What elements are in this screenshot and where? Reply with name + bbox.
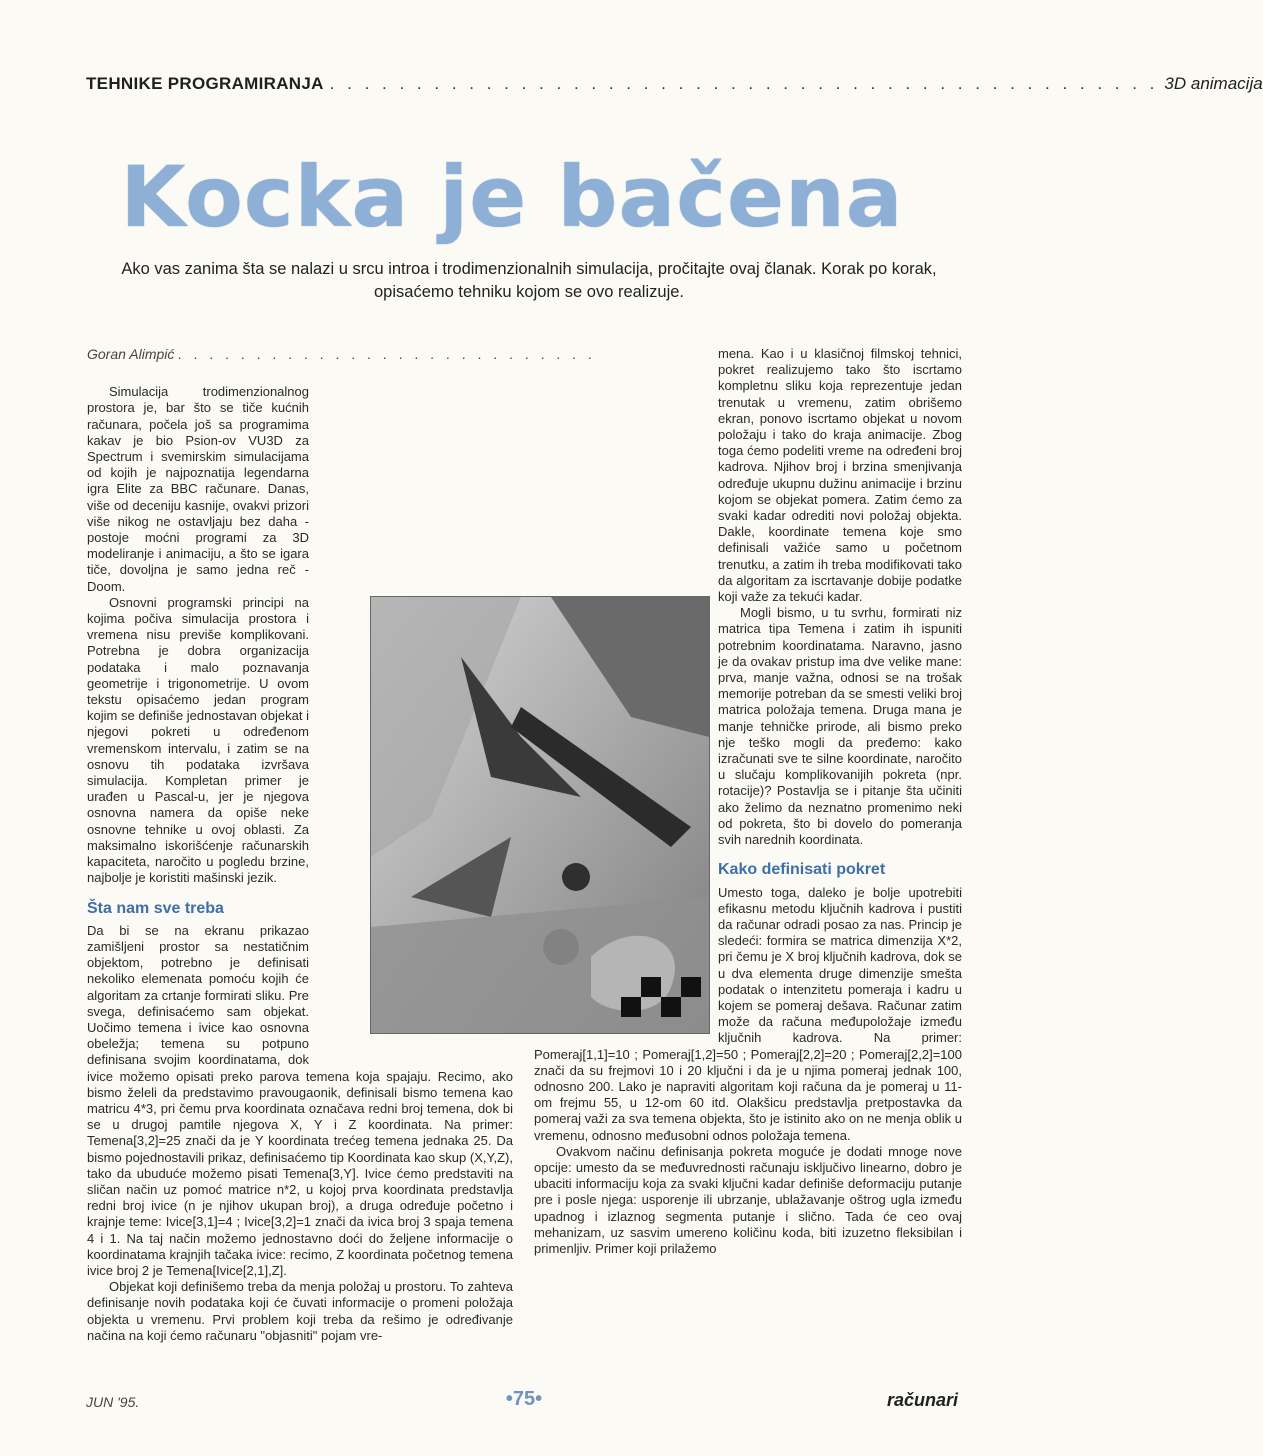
- scene-checker: [681, 977, 701, 997]
- paragraph: Ovakvom načinu definisanja pokreta moguće je dodati mnoge nove opcije: umesto da se međuvrednosti računaju isključivo linearno, dobro je ubaciti informaciju koja za svaki ključni kadar definiše deformaciju putanje pre i posle njega: usporenje ili ubrzanje, ublažavanje oštrog ugla između upadnog i izlaznog segmenta putanje i slično. Tada će ceo ovaj mehanizam, uz sasvim umereno količinu koda, biti izuzetno fleksibilan i primenljiv. Primer koji prilažemo: [534, 1143, 962, 1256]
- paragraph: mena. Kao i u klasičnoj filmskoj tehnici, pokret realizujemo tako što iscrtamo kompletnu sliku koja reprezentuje jedan trenutak u vremenu, zatim obrišemo ekran, ponovo iscrtamo objekat u novom položaju i tako do kraja animacije. Zbog toga ćemo podeliti vreme na određeni broj kadrova. Njihov broj i brzina smenjivanja određuje ukupnu dužinu animacije i brzinu kojom se objekat pomera. Zatim ćemo za svaki kadar odrediti novi položaj objekta. Dakle, koordinate temena koje smo definisali važiće samo u početnom trenutku, a zatim ih treba modifikovati tako da algoritam za iscrtavanje dobije podatke koji važe za tekući kadar.: [718, 346, 962, 605]
- paragraph: Osnovni programski principi na kojima počiva simulacija prostora i vremena nisu previše komplikovani. Potrebna je dobra organizacija podataka i malo poznavanja geometrije i trigonometrije. U ovom tekstu opisaćemo jedan program kojim se definiše jednostavan objekat i njegovi pokreti u određenom vremenskom intervalu, i zatim se na osnovu tih podataka izvršava simulacija. Kompletan primer je urađen u Pascal-u, jer je njegova osnovna namera da opiše neke osnovne tehnike u ovoj oblasti. Za maksimalno iskorišćenje računarskih kapaciteta, naročito u pogledu brzine, najbolje je koristiti mašinski jezik.: [87, 594, 309, 886]
- article-title: Kocka je bačena: [120, 148, 904, 246]
- section-heading: Šta nam sve treba: [87, 899, 224, 917]
- paragraph: Da bi se na ekranu prikazao zamišljeni prostor sa nestatičnim objektom, potrebno je definisati nekoliko elemenata pomoću kojih će algoritam za crtanje formirati sliku. Pre svega, definisaćemo sam objekat. Uočimo temena i ivice kao osnovna obeležja; temena su potpuno definisana svojim koordinatama, dok ivice možemo opisati preko parova temena koja spajaju. Recimo, ako bismo želeli da predstavimo pravougaonik, definisali bismo temena kao matricu 4*3, pri čemu prva koordinata označava redni broj temena, dok bi se u drugoj pamtile njegova X, Y i Z koordinata. Na primer: Temena[3,2]=25 znači da je Y koordinata trećeg temena jednaka 25. Da bismo pojednostavili prikaz, definisaćemo tip Koordinata kao skup (X,Y,Z), tako da ubuduće možemo pisati Temena[3,Y]. Ivice ćemo predstaviti na sličan način uz pomoć matrice n*2, u kojoj prva koordinata predstavlja redni broj ivice (n je njihov ukupan broj), a druga određuje početno i krajnje teme: Ivice[3,1]=4 ; Ivice[3,2]=1 znači da ivica broj 3 spaja temena 4 i 1. Na taj način možemo jednostavno doći do željene informacije o koordinatama krajnjih tačaka ivice: recimo, Z koordinata početnog temena ivice broj 2 je Temena[Ivice[2,1],Z].: [87, 922, 513, 1278]
- author-leader-dots: . . . . . . . . . . . . . . . . . . . . . . . . . . .: [178, 346, 597, 362]
- section-heading: Kako definisati pokret: [718, 861, 886, 879]
- running-header: [86, 74, 1263, 100]
- paragraph: Mogli bismo, u tu svrhu, formirati niz matrica tipa Temena i zatim ih ispuniti potrebnim koordinatama. Naravno, jasno je da ovakav pristup ima dve velike mane: prva, manje važna, odnosi se na trošak memorije potreban da se smesti veliki broj matrica položaja temena. Druga mana je manje tehničke prirode, ali bismo preko nje teško mogli da pređemo: kako izračunati sve te silne koordinate, naročito u slučaju komplikovanijih pokreta (npr. rotacije)? Postavlja se i pitanje šta učiniti ako želimo da neznatno promenimo neki od pokreta, što bi dovelo do pomeranja svih narednih koordinata.: [718, 605, 962, 848]
- scene-checker: [661, 997, 681, 1017]
- author-name: Goran Alimpić: [87, 346, 175, 362]
- page-number: •75•: [505, 1388, 543, 1410]
- paragraph: Simulacija trodimenzionalnog prostora je, bar što se tiče kućnih računara, počela još sa programima kakav je bio Psion-ov VU3D za Spectrum i svemirskim simulacijama od kojih je najpoznatija legendarna igra Elite za BBC računare. Danas, više od deceniju kasnije, ovakvi prizori više nikog ne ostavljaju bez daha - postoje moćni programi za 3D modeliranje i animaciju, a što se igara tiče, dovoljna je samo jedna reč - Doom.: [87, 384, 309, 594]
- issue-date: JUN '95.: [86, 1394, 140, 1410]
- scene-drawing: [371, 597, 709, 1033]
- scene-sphere: [562, 863, 590, 891]
- paragraph: Umesto toga, daleko je bolje upotrebiti efikasnu metodu ključnih kadrova i pustiti da računar odradi posao za nas. Princip je sledeći: formira se matrica dimenzija X*2, pri čemu je X broj ključnih kadrova, dok se u dva elementa druge dimenzije smešta podatak o intenzitetu pomeraja i kadru u kojem se pomeraj dešava. Računar zatim može da računa međupoložaje između ključnih kadrova. Na primer: Pomeraj[1,1]=10 ; Pomeraj[1,2]=50 ; Pomeraj[2,2]=20 ; Pomeraj[2,2]=100 znači da su frejmovi 10 i 20 ključni i da je u njima pomeraj jednak 100, odnosno 200. Lako je napraviti algoritam koji računa da je pomeraj u 11-om frejmu 55, u 12-om 60 itd. Olakšicu predstavlja pretpostavka da pomeraj važi za sva temena objekta, što je istinito ako on ne menja oblik u vremenu, odnosno međusobni odnos položaja temena.: [534, 884, 962, 1143]
- leader-dots: . . . . . . . . . . . . . . . . . . . . . . . . . . . . . . . . . . . . . . . . . . . . . . . .: [329, 74, 1159, 93]
- scene-checker: [621, 997, 641, 1017]
- magazine-logo: računari: [886, 1390, 958, 1410]
- author-line: [87, 346, 597, 362]
- scene-checker: [641, 977, 661, 997]
- topic-name: 3D animacija: [1164, 74, 1263, 93]
- paragraph: Objekat koji definišemo treba da menja položaj u prostoru. To zahteva definisanje novih podataka koji će čuvati informacije o promeni položaja objekta u vremenu. Prvi problem koji treba da rešimo je određivanje načina na koji ćemo računaru "objasniti" pojam vre-: [87, 1279, 513, 1343]
- section-name: TEHNIKE PROGRAMIRANJA: [86, 74, 324, 93]
- article-lead: Ako vas zanima šta se nalazi u srcu introa i trodimenzionalnih simulacija, pročitajte ovaj članak. Korak po korak, opisaćemo tehniku kojom se ovo realizuje.: [121, 260, 937, 301]
- page-footer: [86, 1388, 962, 1418]
- illustration-3d-scene: [370, 596, 710, 1034]
